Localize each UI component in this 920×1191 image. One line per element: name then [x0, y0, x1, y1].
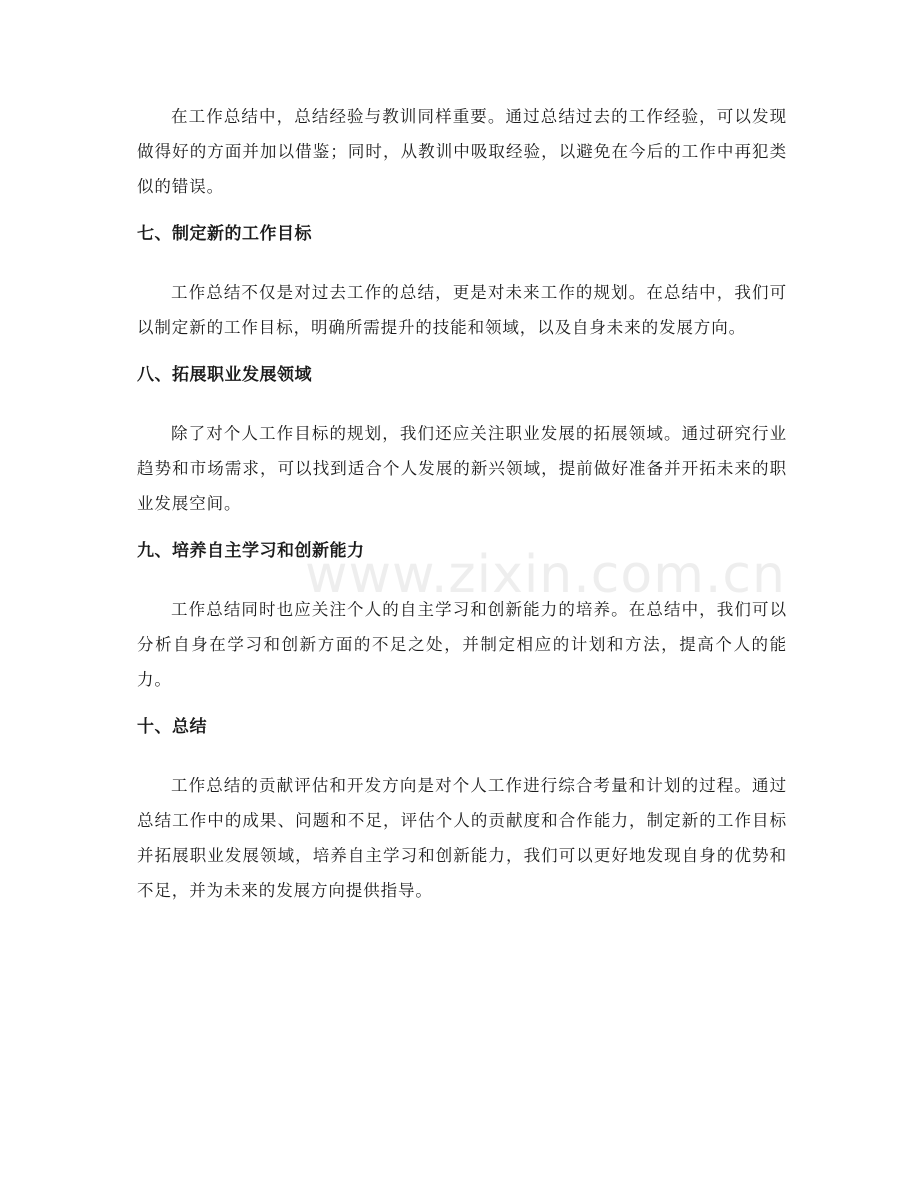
spacer	[137, 393, 787, 416]
heading-section-8: 八、拓展职业发展领域	[137, 365, 312, 385]
watermark-text: www.zixin.com.cn	[305, 545, 786, 605]
heading-section-10: 十、总结	[137, 717, 207, 737]
spacer	[137, 569, 787, 592]
paragraph-section-7: 工作总结不仅是对过去工作的总结，更是对未来工作的规划。在总结中，我们可以制定新的工作目标，明确所需提升的技能和领域，以及自身未来的发展方向。	[137, 283, 787, 337]
heading-section-9: 九、培养自主学习和创新能力	[137, 541, 365, 561]
spacer	[137, 745, 787, 768]
spacer	[137, 252, 787, 275]
paragraph-section-10: 工作总结的贡献评估和开发方向是对个人工作进行综合考量和计划的过程。通过总结工作中的成果、问题和不足，评估个人的贡献度和合作能力，制定新的工作目标并拓展职业发展领域，培养自主学习和创新能力，我们可以更好地发现自身的优势和不足，并为未来的发展方向提供指导。	[137, 776, 787, 900]
paragraph-section-9: 工作总结同时也应关注个人的自主学习和创新能力的培养。在总结中，我们可以分析自身在学习和创新方面的不足之处，并制定相应的计划和方法，提高个人的能力。	[137, 600, 787, 689]
spacer	[137, 345, 787, 358]
paragraph-section-8: 除了对个人工作目标的规划，我们还应关注职业发展的拓展领域。通过研究行业趋势和市场需求，可以找到适合个人发展的新兴领域，提前做好准备并开拓未来的职业发展空间。	[137, 424, 787, 513]
spacer	[137, 697, 787, 710]
paragraph-lessons: 在工作总结中，总结经验与教训同样重要。通过总结过去的工作经验，可以发现做得好的方面并加以借鉴；同时，从教训中吸取经验，以避免在今后的工作中再犯类似的错误。	[137, 107, 787, 196]
spacer	[137, 204, 787, 217]
heading-section-7: 七、制定新的工作目标	[137, 224, 312, 244]
spacer	[137, 521, 787, 534]
document-body	[137, 99, 787, 908]
